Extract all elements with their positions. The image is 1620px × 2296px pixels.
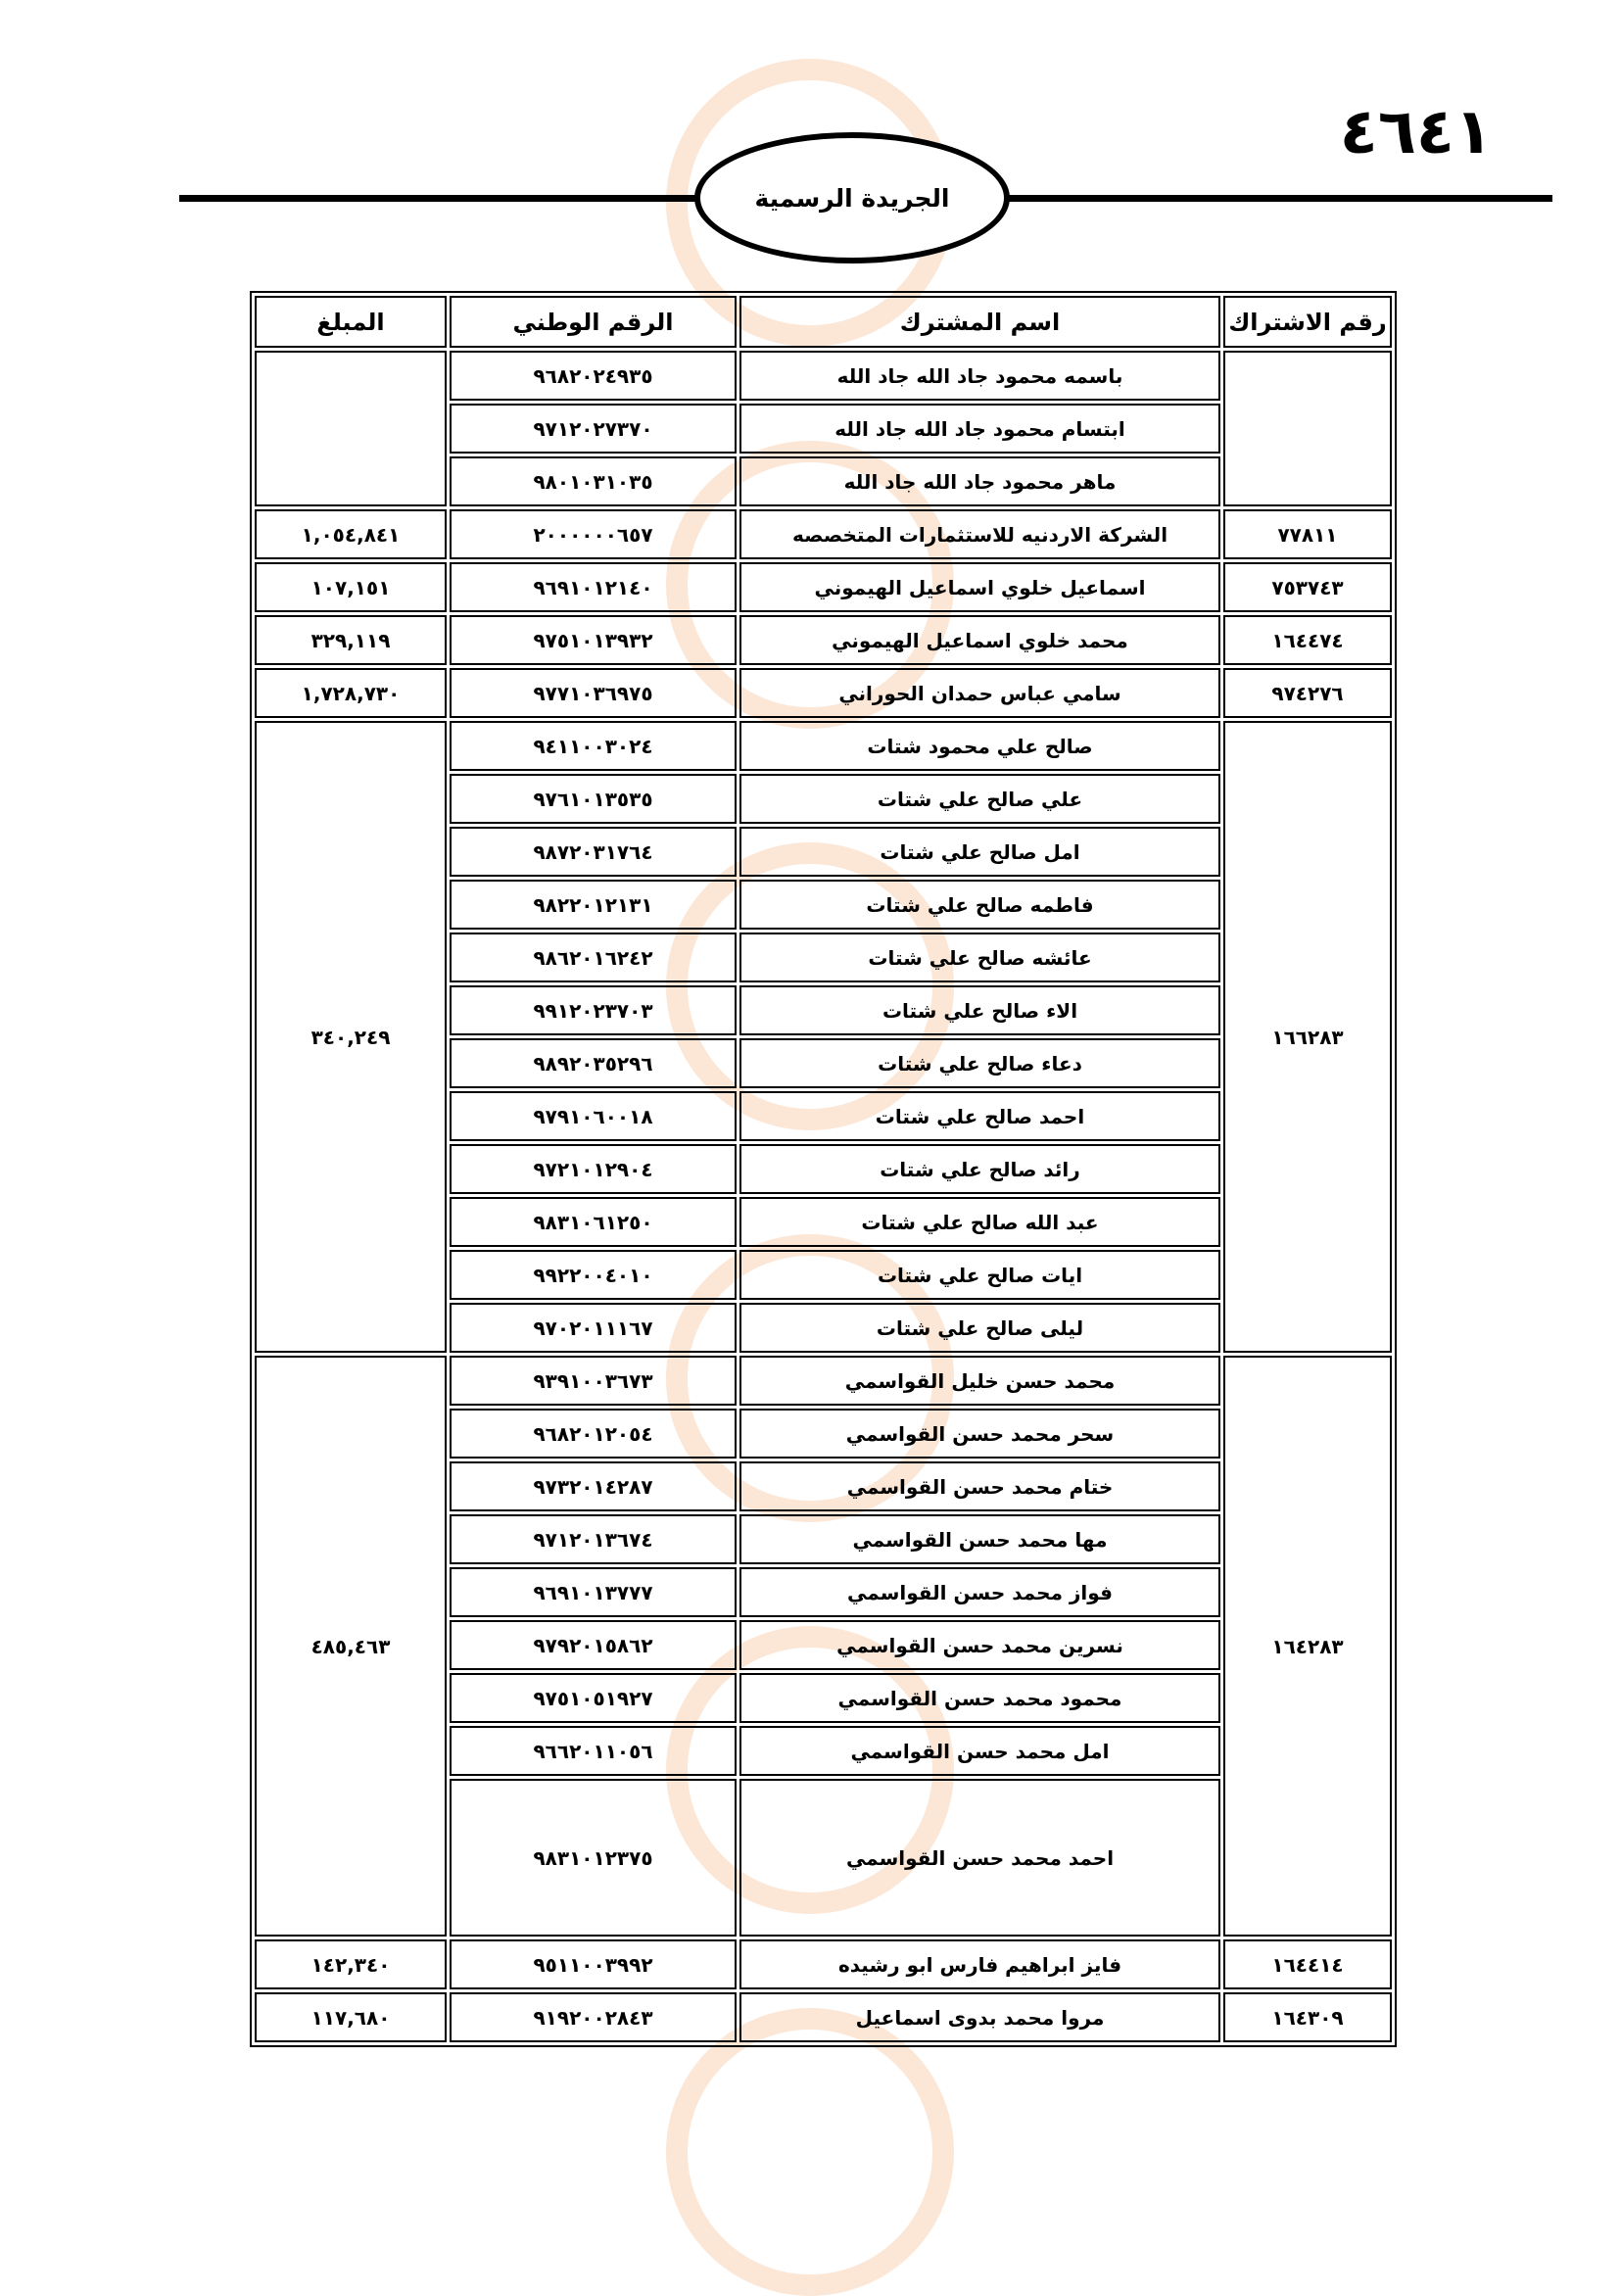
national-id-cell: ٢٠٠٠٠٠٠٦٥٧	[450, 509, 737, 559]
subscription-number-cell: ١٦٦٢٨٣	[1223, 721, 1392, 1353]
page-number: ٤٦٤١	[1339, 96, 1493, 168]
subscriber-name-cell: ابتسام محمود جاد الله جاد الله	[739, 404, 1220, 454]
subscriber-name-cell: سامي عباس حمدان الحوراني	[739, 668, 1220, 718]
national-id-cell: ٩٨٦٢٠١٦٢٤٢	[450, 933, 737, 982]
table-header-row	[255, 296, 1392, 348]
national-id-cell: ٩٨٧٢٠٣١٧٦٤	[450, 827, 737, 877]
national-id-cell: ٩٦٩١٠١٢١٤٠	[450, 562, 737, 612]
national-id-cell: ٩٨٣١٠٦١٢٥٠	[450, 1197, 737, 1247]
table-row	[255, 1356, 1392, 1406]
column-header-subscription: رقم الاشتراك	[1223, 296, 1392, 348]
national-id-cell: ٩٩١٢٠٢٣٧٠٣	[450, 985, 737, 1035]
subscriber-name-cell: ليلى صالح علي شتات	[739, 1303, 1220, 1353]
subscriber-name-cell: مها محمد حسن القواسمي	[739, 1514, 1220, 1564]
subscriber-name-cell: الاء صالح علي شتات	[739, 985, 1220, 1035]
table-row	[255, 668, 1392, 718]
national-id-cell: ٩١٩٢٠٠٢٨٤٣	[450, 1992, 737, 2042]
amount-cell: ٣٢٩,١١٩	[255, 615, 447, 665]
header-title-oval	[694, 132, 1010, 263]
subscriber-name-cell: محمد خلوي اسماعيل الهيموني	[739, 615, 1220, 665]
subscriber-name-cell: عائشه صالح علي شتات	[739, 933, 1220, 982]
subscriber-name-cell: باسمه محمود جاد الله جاد الله	[739, 351, 1220, 401]
subscriber-name-cell: اسماعيل خلوي اسماعيل الهيموني	[739, 562, 1220, 612]
table-row	[255, 615, 1392, 665]
national-id-cell: ٩٧٩٢٠١٥٨٦٢	[450, 1620, 737, 1670]
national-id-cell: ٩٦٨٢٠١٢٠٥٤	[450, 1409, 737, 1459]
subscriber-name-cell: مروا محمد بدوى اسماعيل	[739, 1992, 1220, 2042]
national-id-cell: ٩٨٩٢٠٣٥٢٩٦	[450, 1038, 737, 1088]
national-id-cell: ٩٣٩١٠٠٣٦٧٣	[450, 1356, 737, 1406]
national-id-cell: ٩٧٩١٠٦٠٠١٨	[450, 1091, 737, 1141]
subscriber-name-cell: ختام محمد حسن القواسمي	[739, 1461, 1220, 1511]
subscriber-name-cell: عبد الله صالح علي شتات	[739, 1197, 1220, 1247]
national-id-cell: ٩٧٥١٠٥١٩٢٧	[450, 1673, 737, 1723]
amount-cell: ٤٨٥,٤٦٣	[255, 1356, 447, 1937]
subscriber-name-cell: رائد صالح علي شتات	[739, 1144, 1220, 1194]
subscriber-name-cell: سحر محمد حسن القواسمي	[739, 1409, 1220, 1459]
national-id-cell: ٩٨٢٢٠١٢١٣١	[450, 880, 737, 930]
amount-cell: ١,٠٥٤,٨٤١	[255, 509, 447, 559]
subscriber-name-cell: نسرين محمد حسن القواسمي	[739, 1620, 1220, 1670]
amount-cell: ١,٧٢٨,٧٣٠	[255, 668, 447, 718]
national-id-cell: ٩٦٨٢٠٢٤٩٣٥	[450, 351, 737, 401]
national-id-cell: ٩٦٩١٠١٣٧٧٧	[450, 1567, 737, 1617]
amount-cell: ١٠٧,١٥١	[255, 562, 447, 612]
subscription-number-cell	[1223, 351, 1392, 506]
subscriber-name-cell: الشركة الاردنيه للاستثمارات المتخصصه	[739, 509, 1220, 559]
subscriber-name-cell: فاطمه صالح علي شتات	[739, 880, 1220, 930]
national-id-cell: ٩٦٦٢٠١١٠٥٦	[450, 1726, 737, 1776]
subscriber-name-cell: فواز محمد حسن القواسمي	[739, 1567, 1220, 1617]
table-row	[255, 1992, 1392, 2042]
amount-cell: ١١٧,٦٨٠	[255, 1992, 447, 2042]
watermark-clock	[666, 2008, 954, 2296]
national-id-cell: ٩٧١٢٠١٣٦٧٤	[450, 1514, 737, 1564]
national-id-cell: ٩٧٢١٠١٢٩٠٤	[450, 1144, 737, 1194]
national-id-cell: ٩٤١١٠٠٣٠٢٤	[450, 721, 737, 771]
column-header-national-id: الرقم الوطني	[450, 296, 737, 348]
subscriber-name-cell: محمود محمد حسن القواسمي	[739, 1673, 1220, 1723]
subscriber-name-cell: محمد حسن خليل القواسمي	[739, 1356, 1220, 1406]
subscriber-name-cell: دعاء صالح علي شتات	[739, 1038, 1220, 1088]
subscribers-table	[250, 291, 1397, 2047]
subscriber-name-cell: علي صالح علي شتات	[739, 774, 1220, 824]
subscription-number-cell: ٩٧٤٢٧٦	[1223, 668, 1392, 718]
column-header-name: اسم المشترك	[739, 296, 1220, 348]
table-row	[255, 509, 1392, 559]
subscriber-name-cell: صالح علي محمود شتات	[739, 721, 1220, 771]
amount-cell: ١٤٢,٣٤٠	[255, 1939, 447, 1989]
subscription-number-cell: ١٦٤٢٨٣	[1223, 1356, 1392, 1937]
header-title: الجريدة الرسمية	[754, 183, 950, 213]
subscriber-name-cell: احمد محمد حسن القواسمي	[739, 1779, 1220, 1937]
subscriber-name-cell: امل محمد حسن القواسمي	[739, 1726, 1220, 1776]
subscription-number-cell: ١٦٤٤٧٤	[1223, 615, 1392, 665]
table-body	[255, 351, 1392, 2042]
table-row	[255, 721, 1392, 771]
table-row	[255, 1939, 1392, 1989]
subscriber-name-cell: فايز ابراهيم فارس ابو رشيده	[739, 1939, 1220, 1989]
subscription-number-cell: ١٦٤٤١٤	[1223, 1939, 1392, 1989]
national-id-cell: ٩٧٧١٠٣٦٩٧٥	[450, 668, 737, 718]
table-row	[255, 562, 1392, 612]
subscriber-name-cell: امل صالح علي شتات	[739, 827, 1220, 877]
amount-cell: ٣٤٠,٢٤٩	[255, 721, 447, 1353]
subscription-number-cell: ١٦٤٣٠٩	[1223, 1992, 1392, 2042]
national-id-cell: ٩٧٠٢٠١١١٦٧	[450, 1303, 737, 1353]
national-id-cell: ٩٩٢٢٠٠٤٠١٠	[450, 1250, 737, 1300]
subscription-number-cell: ٧٧٨١١	[1223, 509, 1392, 559]
subscription-number-cell: ٧٥٣٧٤٣	[1223, 562, 1392, 612]
national-id-cell: ٩٨٣١٠١٢٣٧٥	[450, 1779, 737, 1937]
column-header-amount: المبلغ	[255, 296, 447, 348]
subscriber-name-cell: احمد صالح علي شتات	[739, 1091, 1220, 1141]
national-id-cell: ٩٧٥١٠١٣٩٣٢	[450, 615, 737, 665]
national-id-cell: ٩٧١٢٠٢٧٣٧٠	[450, 404, 737, 454]
amount-cell	[255, 351, 447, 506]
national-id-cell: ٩٨٠١٠٣١٠٣٥	[450, 456, 737, 506]
table-row	[255, 351, 1392, 401]
subscriber-name-cell: ماهر محمود جاد الله جاد الله	[739, 456, 1220, 506]
subscriber-name-cell: ايات صالح علي شتات	[739, 1250, 1220, 1300]
national-id-cell: ٩٥١١٠٠٣٩٩٢	[450, 1939, 737, 1989]
national-id-cell: ٩٧٦١٠١٣٥٣٥	[450, 774, 737, 824]
national-id-cell: ٩٧٣٢٠١٤٢٨٧	[450, 1461, 737, 1511]
